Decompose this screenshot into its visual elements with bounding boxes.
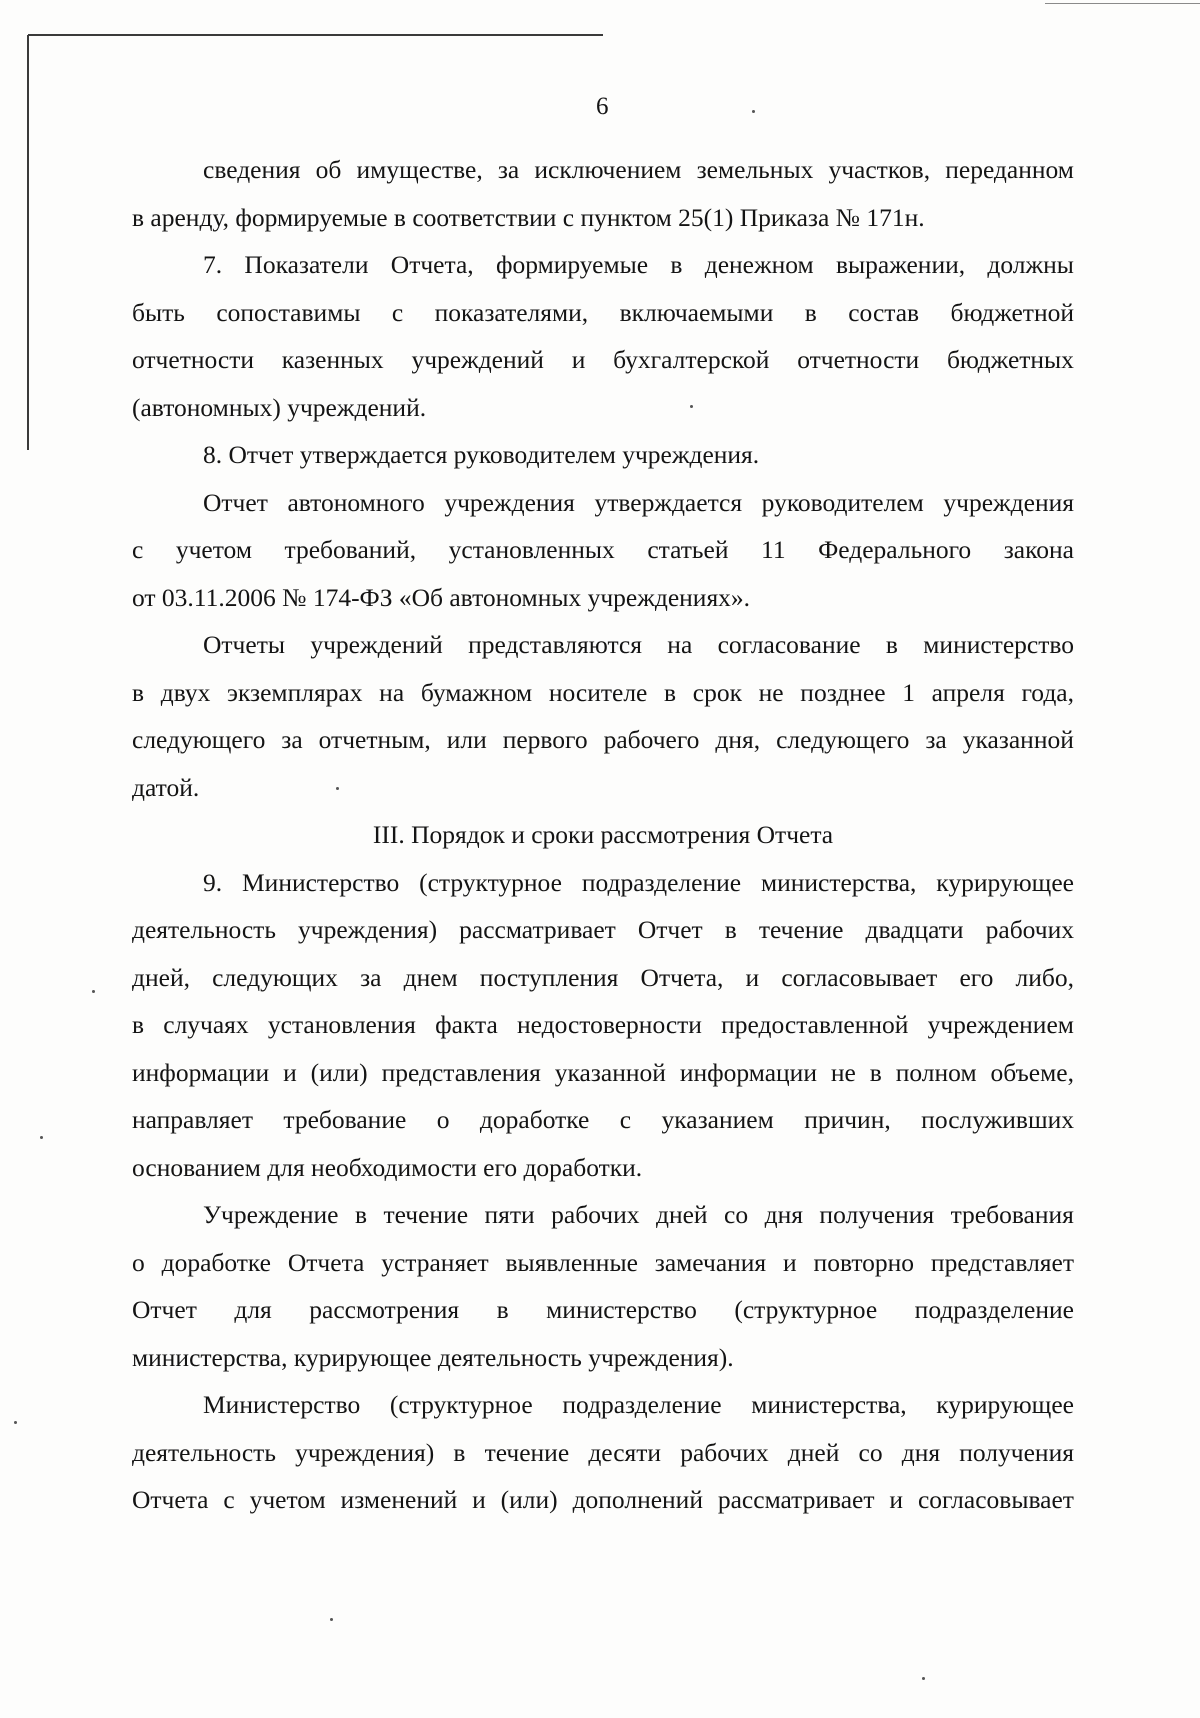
text-line: от 03.11.2006 № 174-ФЗ «Об автономных учреждениях». <box>132 582 751 612</box>
text-line: следующего за отчетным, или первого рабочего дня, следующего за указанной <box>132 725 1074 754</box>
text-line: отчетности казенных учреждений и бухгалтерской отчетности бюджетных <box>132 345 1074 374</box>
text-line: министерства, курирующее деятельность учреждения). <box>132 1342 734 1372</box>
text-line: (автономных) учреждений. <box>132 392 427 422</box>
text-line: в случаях установления факта недостоверности предоставленной учреждением <box>132 1010 1074 1039</box>
document-body <box>132 146 1074 1524</box>
text-line: деятельность учреждения) в течение десяти рабочих дней со дня получения <box>132 1437 1074 1467</box>
scan-frame-top <box>28 34 603 36</box>
text-line: 8. Отчет утверждается руководителем учреждения. <box>203 440 760 469</box>
scan-speck <box>14 1421 17 1424</box>
text-line: о доработке Отчета устраняет выявленные замечания и повторно представляет <box>132 1247 1074 1277</box>
scan-speck <box>752 110 755 113</box>
scan-edge-line <box>1045 3 1200 4</box>
text-line: Отчет автономного учреждения утверждается руководителем учреждения <box>203 487 1074 517</box>
text-line: 9. Министерство (структурное подразделение министерства, курирующее <box>203 867 1074 897</box>
text-line: Отчет для рассмотрения в министерство (структурное подразделение <box>132 1295 1074 1324</box>
text-line: с учетом требований, установленных статьей 11 Федерального закона <box>132 535 1074 564</box>
section-heading: III. Порядок и сроки рассмотрения Отчета <box>372 820 834 849</box>
text-line: Отчета с учетом изменений и (или) дополнений рассматривает и согласовывает <box>132 1485 1074 1514</box>
scan-speck <box>330 1618 333 1621</box>
text-line: в двух экземплярах на бумажном носителе в срок не позднее 1 апреля года, <box>132 677 1074 707</box>
text-line: 7. Показатели Отчета, формируемые в денежном выражении, должны <box>203 250 1074 279</box>
text-line: информации и (или) представления указанной информации не в полном объеме, <box>132 1057 1074 1087</box>
text-line: основанием для необходимости его доработки. <box>132 1152 643 1182</box>
scan-speck <box>92 990 95 993</box>
scan-frame-left <box>27 35 29 450</box>
text-line: Отчеты учреждений представляются на согласование в министерство <box>203 630 1074 659</box>
text-line: деятельность учреждения) рассматривает Отчет в течение двадцати рабочих <box>132 915 1074 944</box>
text-line: датой. <box>132 772 200 802</box>
text-line: в аренду, формируемые в соответствии с пунктом 25(1) Приказа № 171н. <box>132 202 925 232</box>
page-number: 6 <box>596 93 609 120</box>
text-line: сведения об имуществе, за исключением земельных участков, переданном <box>203 155 1074 184</box>
text-line: Учреждение в течение пяти рабочих дней со дня получения требования <box>203 1200 1074 1229</box>
scan-speck <box>922 1677 925 1680</box>
text-line: Министерство (структурное подразделение министерства, курирующее <box>203 1390 1074 1419</box>
text-line: дней, следующих за днем поступления Отчета, и согласовывает его либо, <box>132 962 1074 992</box>
text-line: направляет требование о доработке с указанием причин, послуживших <box>132 1105 1074 1134</box>
scan-speck <box>40 1136 43 1139</box>
text-line: быть сопоставимы с показателями, включаемыми в состав бюджетной <box>132 297 1074 327</box>
